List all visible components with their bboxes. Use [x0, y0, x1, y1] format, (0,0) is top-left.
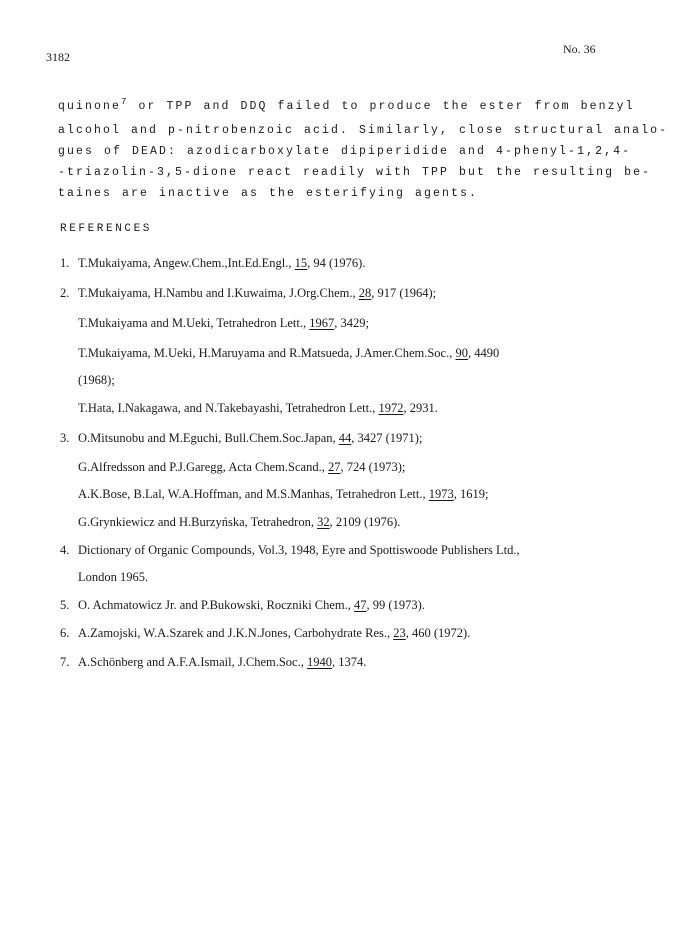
reference-item: G.Alfredsson and P.J.Garegg, Acta Chem.Scand., 27, 724 (1973); [78, 460, 406, 474]
reference-continuation: London 1965. [78, 570, 149, 584]
references-heading: REFERENCES [60, 223, 153, 235]
page-number: 3182 [46, 50, 70, 64]
body-line: taines are inactive as the esterifying agents. [58, 187, 479, 200]
reference-item: 3. O.Mitsunobu and M.Eguchi, Bull.Chem.Soc.Japan, 44, 3427 (1971); [60, 431, 423, 445]
issue-label: No. 36 [563, 42, 596, 56]
reference-continuation: (1968); [78, 373, 115, 387]
body-line: quinone$^7$ or TPP and DDQ failed to produce the ester from benzyl [58, 97, 635, 113]
footnote-ref: 7 [121, 97, 129, 108]
reference-item: 4. Dictionary of Organic Compounds, Vol.3, 1948, Eyre and Spottiswoode Publishers Ltd., [60, 543, 520, 557]
reference-item: 1. T.Mukaiyama, Angew.Chem.,Int.Ed.Engl., 15, 94 (1976). [60, 256, 366, 270]
body-line: gues of DEAD: azodicarboxylate dipiperidide and 4-phenyl-1,2,4- [58, 145, 632, 158]
reference-item: T.Hata, I.Nakagawa, and N.Takebayashi, Tetrahedron Lett., 1972, 2931. [78, 401, 438, 415]
reference-item: A.K.Bose, B.Lal, W.A.Hoffman, and M.S.Manhas, Tetrahedron Lett., 1973, 1619; [78, 487, 489, 501]
reference-item: T.Mukaiyama and M.Ueki, Tetrahedron Lett., 1967, 3429; [78, 316, 369, 330]
reference-item: G.Grynkiewicz and H.Burzyńska, Tetrahedron, 32, 2109 (1976). [78, 515, 401, 529]
reference-item: 2. T.Mukaiyama, H.Nambu and I.Kuwaima, J.Org.Chem., 28, 917 (1964); [60, 286, 437, 300]
reference-item: T.Mukaiyama, M.Ueki, H.Maruyama and R.Matsueda, J.Amer.Chem.Soc., 90, 4490 [78, 346, 500, 360]
reference-item: 5. O. Achmatowicz Jr. and P.Bukowski, Roczniki Chem., 47, 99 (1973). [60, 598, 425, 612]
body-line: alcohol and p-nitrobenzoic acid. Similarly, close structural analo- [58, 124, 669, 137]
body-line: -triazolin-3,5-dione react readily with TPP but the resulting be- [58, 166, 652, 179]
reference-item: 6. A.Zamojski, W.A.Szarek and J.K.N.Jones, Carbohydrate Res., 23, 460 (1972). [60, 626, 471, 640]
reference-item: 7. A.Schönberg and A.F.A.Ismail, J.Chem.Soc., 1940, 1374. [60, 655, 367, 669]
